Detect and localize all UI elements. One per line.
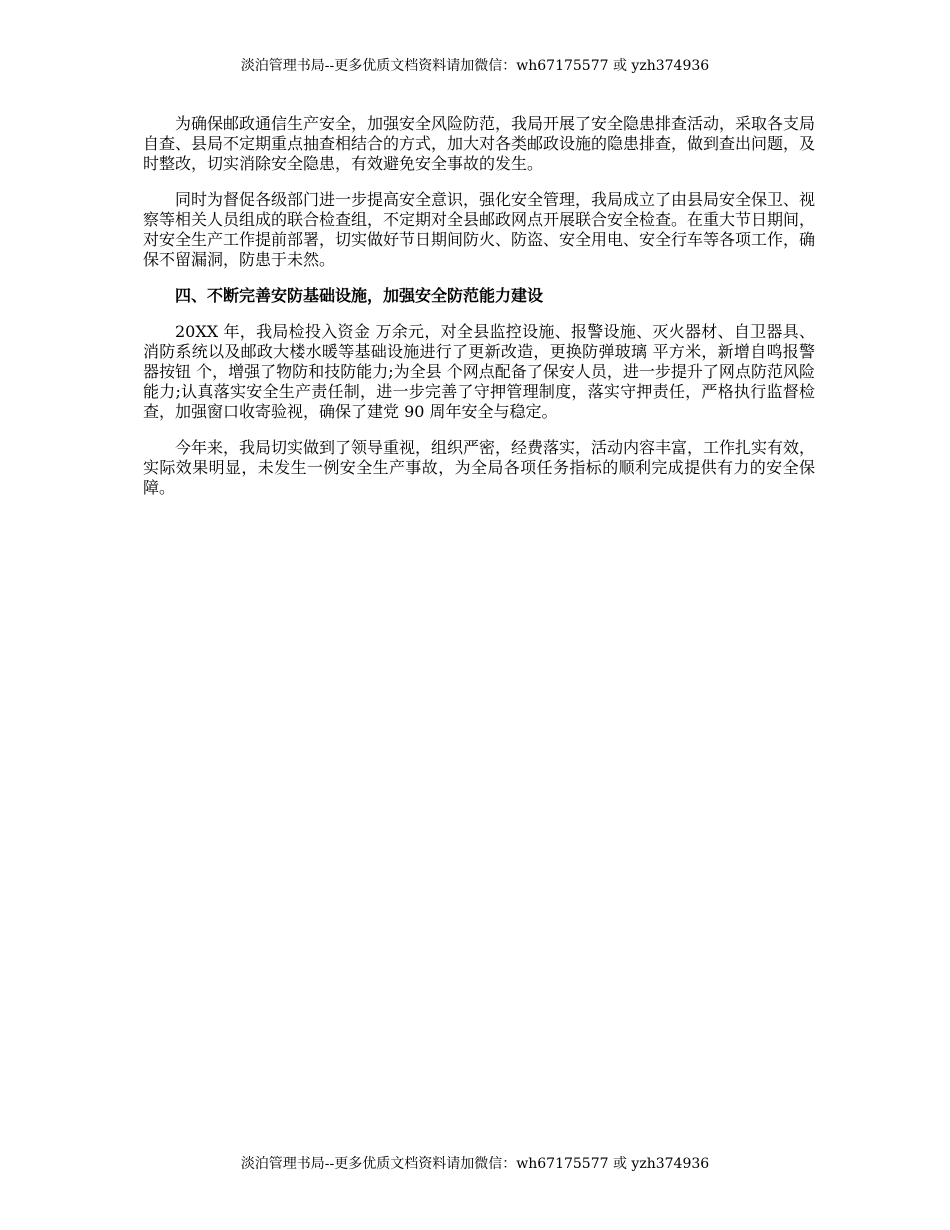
page-header: 淡泊管理书局--更多优质文档资料请加微信：wh67175577 或 yzh374936 [240,58,710,74]
page-footer: 淡泊管理书局--更多优质文档资料请加微信：wh67175577 或 yzh374936 [240,1156,710,1172]
paragraph-infrastructure: 20XX 年，我局检投入资金 万余元，对全县监控设施、报警设施、灭火器材、自卫器具、消防系统以及邮政大楼水暖等基础设施进行了更新改造，更换防弹玻璃 平方米，新增自鸣报警器按钮 个，增强了物防和技防能力;为全县 个网点配备了保安人员，进一步提升了网点防范风险能力;认真落实安全生产责任制，进一步完善了守押管理制度，落实守押责任，严格执行监督检查，加强窗口收寄验视，确保了建党 90 周年安全与稳定。 [143,322,815,421]
paragraph-hazard-inspection: 为确保邮政通信生产安全，加强安全风险防范，我局开展了安全隐患排查活动，采取各支局自查、县局不定期重点抽查相结合的方式，加大对各类邮政设施的隐患排查，做到查出问题，及时整改，切实消除安全隐患，有效避免安全事故的发生。 [143,114,816,173]
paragraph-joint-inspection: 同时为督促各级部门进一步提高安全意识，强化安全管理，我局成立了由县局安全保卫、视察等相关人员组成的联合检查组，不定期对全县邮政网点开展联合安全检查。在重大节日期间，对安全生产工作提前部署，切实做好节日期间防火、防盗、安全用电、安全行车等各项工作，确保不留漏洞，防患于未然。 [143,190,816,269]
paragraph-summary: 今年来，我局切实做到了领导重视，组织严密，经费落实，活动内容丰富，工作扎实有效，实际效果明显，未发生一例安全生产事故，为全局各项任务指标的顺利完成提供有力的安全保障。 [143,438,816,497]
document-body [143,114,815,514]
section-heading: 四、不断完善安防基础设施，加强安全防范能力建设 [175,286,544,305]
